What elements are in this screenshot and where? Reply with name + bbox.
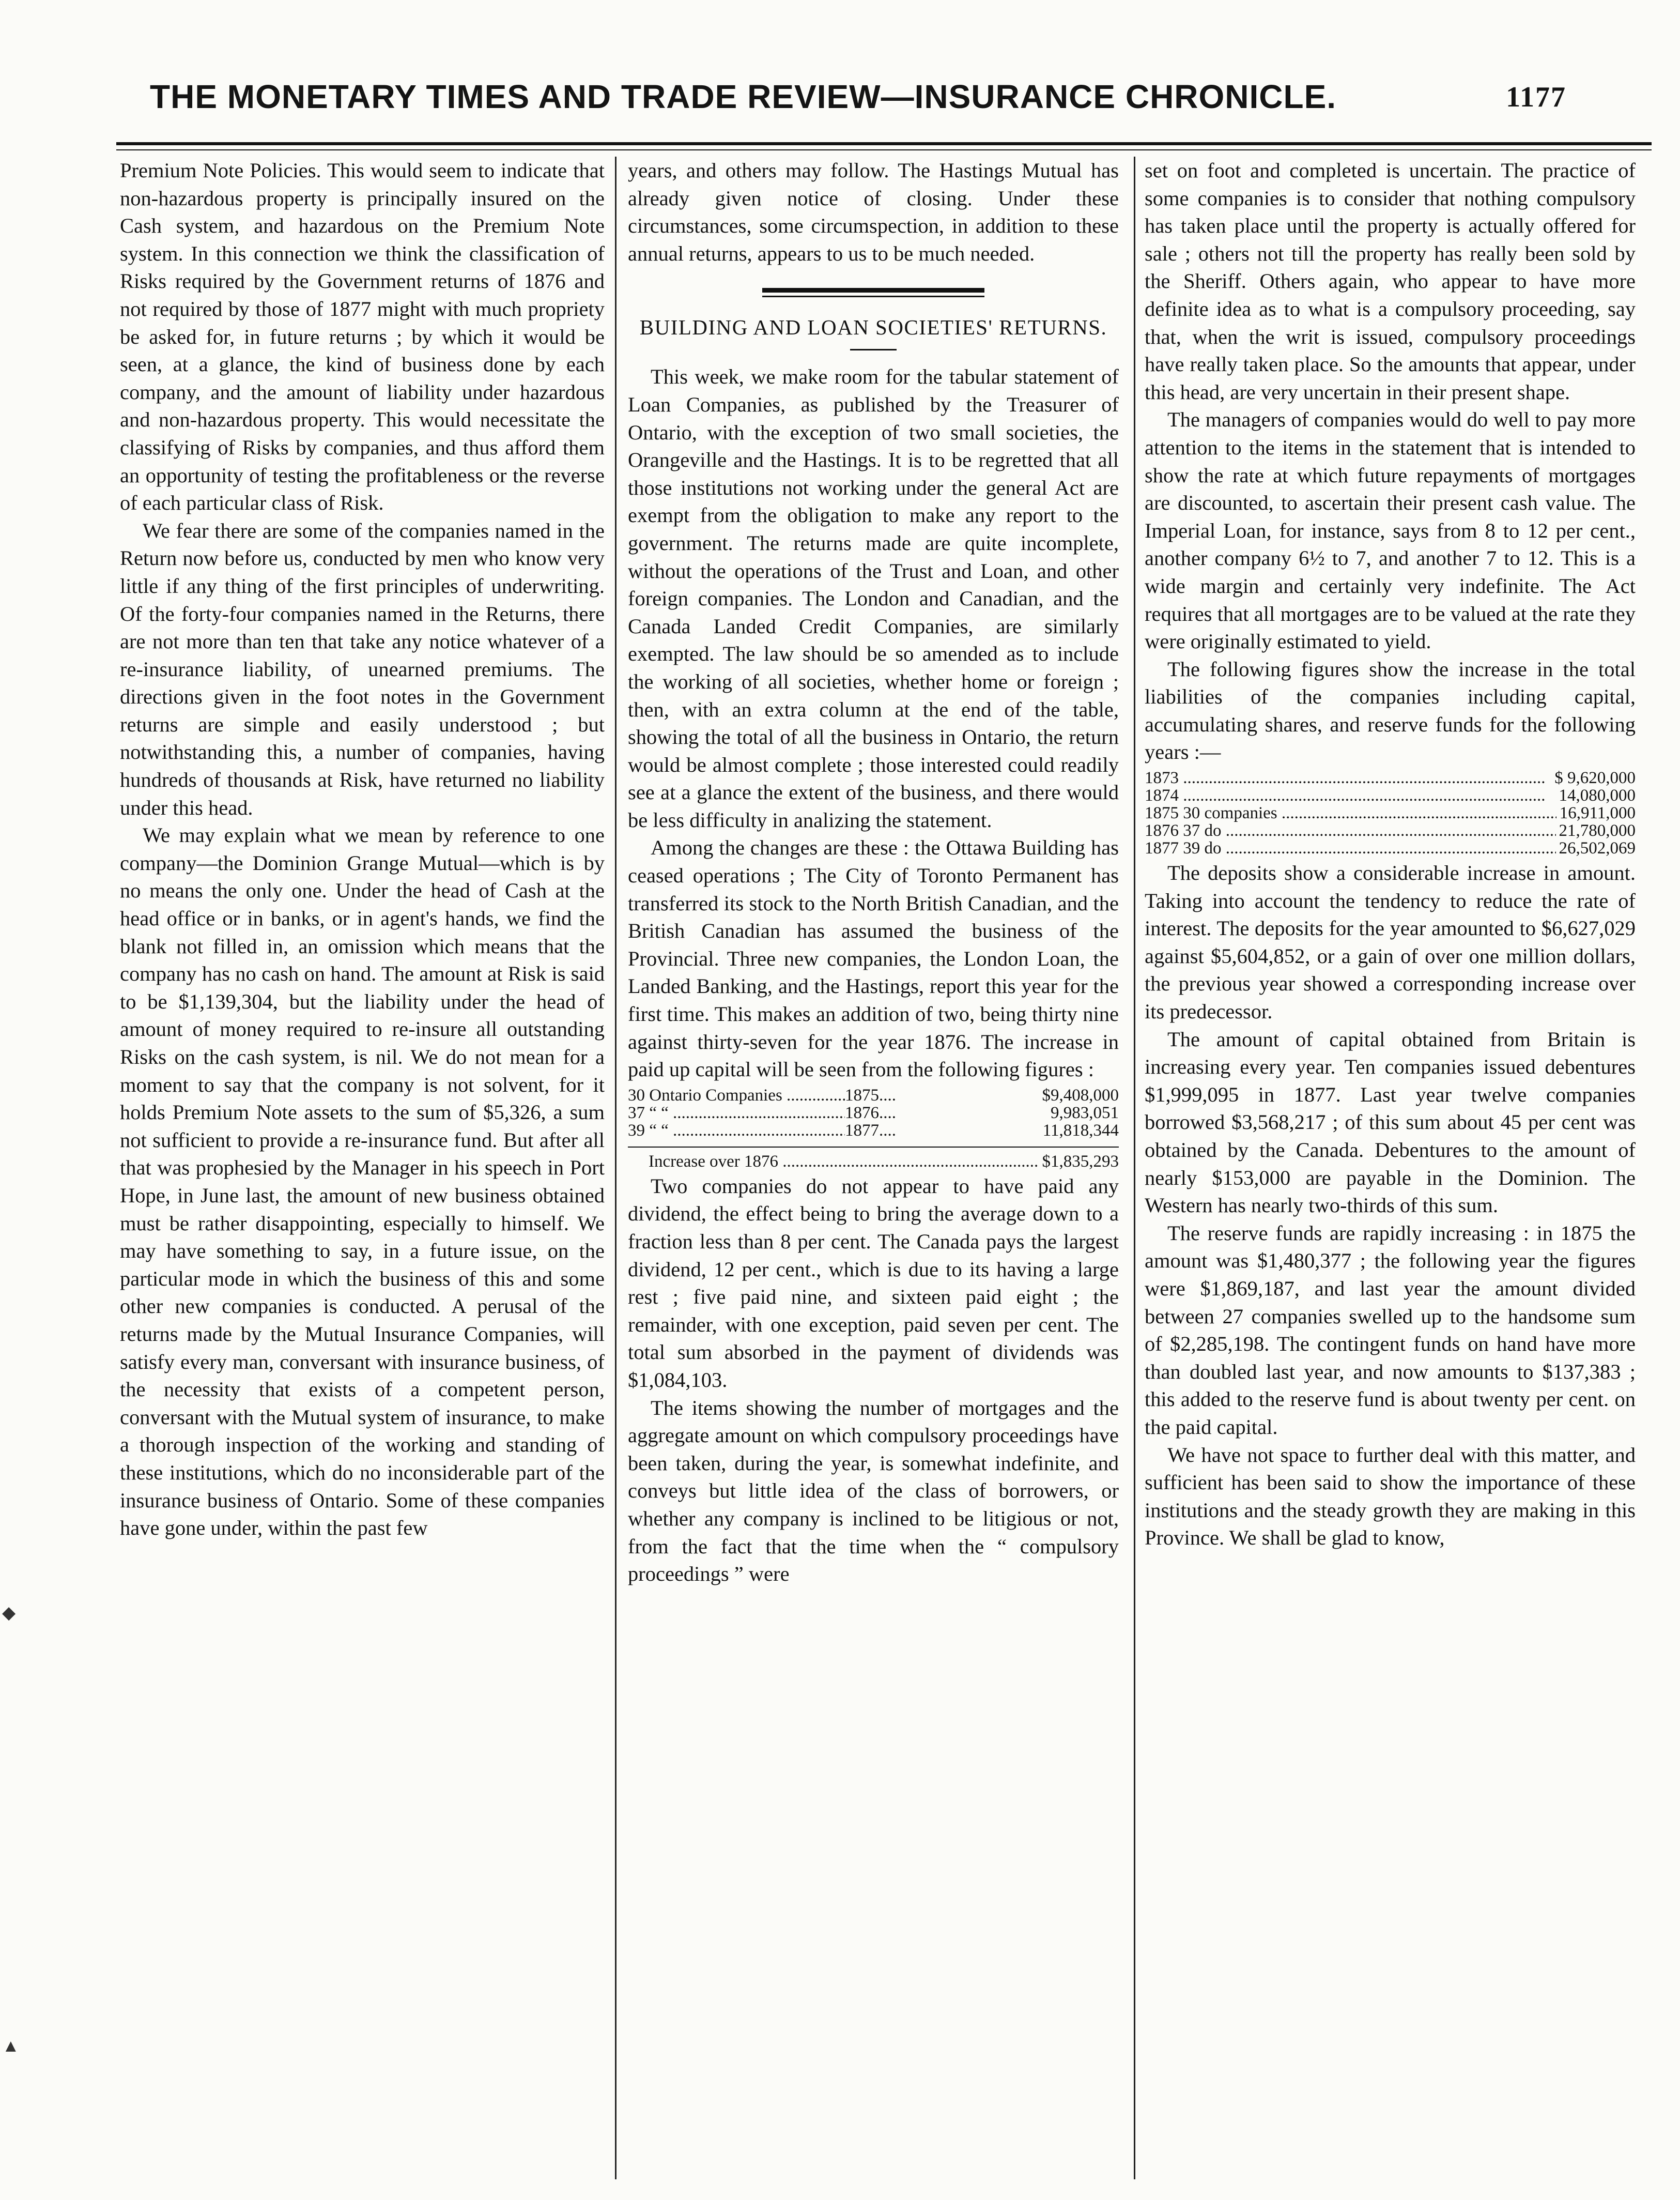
table-cell-value: 26,502,069 [1559,839,1636,858]
column-divider [1134,157,1135,2179]
table-cell-label: 37 “ “ ..... [628,1104,845,1122]
masthead [150,78,1566,134]
table-total-label: Increase over 1876 ..... [649,1153,1039,1170]
paragraph: We fear there are some of the companies named in the Return now before us, conducted by men who know very little if any thing of the first principles of underwriting. Of the forty-four companies named in the Returns, there are not more than ten that take any notice whatever of a re-insurance liability, of unearned premiums. The directions given in the foot notes in the Government returns are simple and easily understood ; but notwithstanding this, a number of companies, having hundreds of thousands at Risk, have returned no liability under this head. [120,518,605,819]
paragraph: We may explain what we mean by reference to one company—the Dominion Grange Mutual—which is by no means the only one. Under the head of Cash at the head office or in banks, or in agent's hands, we find the blank not filled in, an omission which means that the company has no cash on hand. The amount at Risk is said to be $1,139,304, but the liability under the head of amount of money required to re-insure all outstanding Risks on the cash system, is nil. We do not mean for a moment to say that the company is not solvent, for it holds Premium Note assets to the sum of $5,326, a sum not sufficient to provide a re-insurance fund. But after all that was prophesied by the Manager in his speech in Port Hope, in June last, the amount of new business obtained must be rather disappointing, especially to himself. We may have something to say, in a future issue, on the particular mode in which the business of this and some other new companies is conducted. A perusal of the returns made by the Mutual Insurance Companies, will satisfy every man, conversant with insurance business, of the necessity that exists of a competent person, conversant with the Mutual system of insurance, to make a thorough inspection of the working and standing of these institutions, which do no inconsiderable part of the insurance business of Ontario. Some of these companies have gone under, within the past few [120,823,605,1540]
table-row [628,1122,1119,1139]
paragraph: The items showing the number of mortgages and the aggregate amount on which compulsory proceedings have been taken, during the year, is somewhat indefinite, and conveys but little idea of the class of borrowers, or whether any company is inclined to be litigious or not, from the fact that the time when the “ compulsory proceedings ” were [628,1396,1119,1586]
table-cell-label: 39 “ “ ..... [628,1122,845,1139]
paragraph: We have not space to further deal with this matter, and sufficient has been said to show the importance of these institutions and the steady growth they are making in this Province. We shall be glad to know, [1145,1443,1636,1550]
table-row [1145,769,1636,787]
article-heading: BUILDING AND LOAN SOCIETIES' RETURNS. [639,315,1107,340]
table-row [1145,839,1636,857]
liabilities-table [1145,769,1636,857]
column-divider [615,157,616,2179]
table-cell-year: 1876 .... [845,1104,1047,1122]
table-cell-label: 1876 37 do ..... [1145,822,1556,839]
paragraph: The reserve funds are rapidly increasing : in 1875 the amount was $1,480,377 ; the following year the figures were $1,869,187, and last year the amount divided between 27 companies swelled up to the handsome sum of $2,285,198. The contingent funds on hand have more than doubled last year, and now amounts to $137,383 ; this added to the reserve fund is about twenty per cent. on the paid capital. [1145,1221,1636,1439]
table-cell-value: 9,983,051 [1051,1103,1119,1122]
paragraph: The amount of capital obtained from Britain is increasing every year. Ten companies issued debentures $1,999,095 in 1877. Last year twelve companies borrowed $3,568,217 ; of this sum about 45 per cent was obtained by the Canada. Debentures to the amount of nearly $153,000 are payable in the Dominion. The Western has nearly two-thirds of this sum. [1145,1027,1636,1217]
paragraph: The managers of companies would do well to pay more attention to the items in the statement that is intended to show the rate at which future repayments of mortgages are discounted, to ascertain their present cash value. The Imperial Loan, for instance, says from 8 to 12 per cent., another company 6½ to 7, and another 7 to 12. This is a wide margin and certainly very indefinite. The Act requires that all mortgages are to be valued at the rate they were originally estimated to yield. [1145,408,1636,653]
table-rule [628,1147,1119,1148]
table-cell-year: 1877 .... [845,1122,1040,1139]
paragraph: years, and others may follow. The Hastings Mutual has already given notice of closing. Under these circumstances, some circumspection, in addition to these annual returns, appears to us to be much needed. [628,159,1119,265]
column-2 [628,157,1119,2169]
paragraph: set on foot and completed is uncertain. The practice of some companies is to consider that nothing compulsory has taken place until the property is actually offered for sale ; others not till the property has really been sold by the Sheriff. Others again, who appear to have more definite idea as to what is a compulsory proceeding, say that, when the writ is issued, compulsory proceedings have really taken place. So the amounts that appear, under this head, are very uncertain in their present shape. [1145,159,1636,404]
header-rule-thin [116,149,1652,150]
paid-up-capital-table [628,1087,1119,1170]
column-3 [1145,157,1636,2169]
table-cell-value: 11,818,344 [1042,1121,1119,1140]
margin-mark: ◆ [2,1603,16,1623]
heading-rule [850,349,897,350]
table-cell-value: $9,408,000 [1042,1086,1119,1105]
paragraph: This week, we make room for the tabular statement of Loan Companies, as published by the Treasurer of Ontario, with the exception of two small societies, the Orangeville and the Hastings. It is to be regretted that all those institutions not working under the general Act are exempt from the obligation to make any report to the government. The returns made are quite incomplete, without the operations of the Trust and Loan, and other foreign companies. The London and Canadian, and the Canada Landed Credit Companies, are similarly exempted. The law should be so amended as to include the working of all societies, whether home or foreign ; then, with an extra column at the end of the table, showing the total of all the business in Ontario, the return would be almost complete ; those interested could readily see at a glance the extent of the business, and there would be less difficulty in analizing the statement. [628,365,1119,832]
section-separator-thin [762,296,984,297]
table-total-row [628,1153,1119,1170]
table-cell-label: 1877 39 do ..... [1145,839,1556,857]
table-cell-value: 14,080,000 [1559,786,1636,805]
table-row [1145,804,1636,822]
publication-title: THE MONETARY TIMES AND TRADE REVIEW—INSURANCE CHRONICLE. [150,78,1337,115]
paragraph: The following figures show the increase in the total liabilities of the companies including capital, accumulating shares, and reserve funds for the following years :— [1145,657,1636,764]
paragraph: The deposits show a considerable increase in amount. Taking into account the tendency to reduce the rate of interest. The deposits for the year amounted to $6,627,029 against $5,604,852, or a gain of over one million dollars, the previous year showed a corresponding increase over its predecessor. [1145,861,1636,1023]
paragraph: Among the changes are these : the Ottawa Building has ceased operations ; The City of Toronto Permanent has transferred its stock to the North British Canadian, and the British Canadian has assumed the business of the Provincial. Three new companies, the London Loan, the Landed Banking, and the Hastings, report this year for the first time. This makes an addition of two, being thirty nine against thirty-seven for the year 1876. The increase in paid up capital will be seen from the following figures : [628,836,1119,1081]
column-1 [120,157,605,2169]
table-cell-label: 1873 ..... [1145,769,1551,787]
table-row [1145,822,1636,839]
paragraph: Premium Note Policies. This would seem to indicate that non-hazardous property is principally insured on the Cash system, and hazardous on the Premium Note system. In this connection we think the classification of Risks required by the Government returns of 1876 and not required by those of 1877 might with much propriety be asked for, in future returns ; by which it would be seen, at a glance, the kind of business done by each company, and the amount of liability under hazardous and non-hazardous property. This would necessitate the classifying of Risks by companies, and thus afford them an opportunity of testing the profitableness or the reverse of each particular class of Risk. [120,159,605,515]
table-cell-value: $ 9,620,000 [1554,769,1636,788]
table-cell-value: 16,911,000 [1559,804,1636,823]
table-cell-year: 1875 .... [845,1087,1039,1104]
section-separator [762,288,984,293]
margin-mark: ▲ [2,2037,20,2056]
table-cell-label: 30 Ontario Companies ..... [628,1087,845,1104]
table-row [628,1087,1119,1104]
table-row [1145,787,1636,804]
paragraph: Two companies do not appear to have paid any dividend, the effect being to bring the average down to a fraction less than 8 per cent. The Canada pays the largest dividend, 12 per cent., which is due to its having a large rest ; five paid nine, and sixteen paid eight ; the remainder, with one exception, paid seven per cent. The total sum absorbed in the payment of dividends was $1,084,103. [628,1174,1119,1392]
table-total-value: $1,835,293 [1042,1152,1119,1171]
page-number: 1177 [1506,81,1566,113]
table-cell-label: 1875 30 companies ..... [1145,804,1556,822]
table-row [628,1104,1119,1122]
table-cell-label: 1874 ..... [1145,787,1556,804]
header-rule [116,142,1652,145]
table-cell-value: 21,780,000 [1559,821,1636,841]
